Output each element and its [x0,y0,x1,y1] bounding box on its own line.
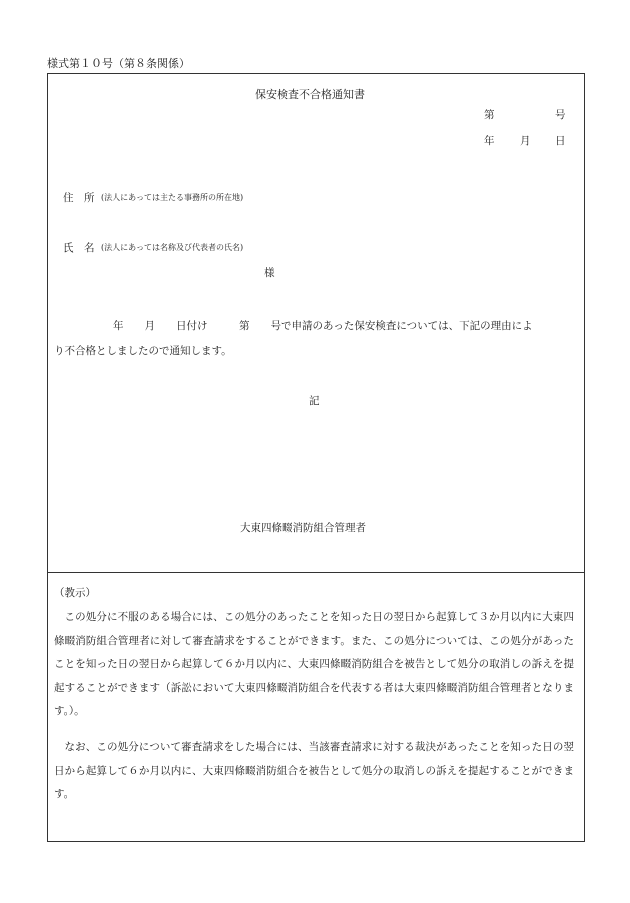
honorific: 様 [264,267,275,279]
instruction-paragraph-1: この処分に不服のある場合には、この処分のあったことを知った日の翌日から起算して３か月以内に大東四條畷消防組合管理者に対して審査請求をすることができます。また、この処分については、この処分があったことを知った日の翌日から起算して６か月以内に、大東四條畷消防組合を被告として処分の取消しの訴えを提起することができます（訴訟において大東四條畷消防組合を代表する者は大東四條畷消防組合管理者となります。）。 [54,611,574,717]
instruction-paragraph-2: なお、この処分について審査請求をした場合には、当該審査請求に対する裁決があったことを知った日の翌日から起算して６か月以内に、大東四條畷消防組合を被告として処分の取消しの訴えを提起することができます。 [54,741,574,800]
address-label: 住 所 [63,192,95,204]
form-label: 様式第１０号（第８条関係） [47,57,190,70]
doc-number-suffix: 号 [555,109,566,121]
body-text-line2: り不合格としましたので通知します。 [54,345,232,357]
name-note: (法人にあっては名称及び代表者の氏名) [101,243,244,252]
doc-number-prefix: 第 [484,109,495,121]
date-day: 日 [555,135,566,147]
body-text-line1: 年 月 日付け 第 号で申請のあった保安検査については、下記の理由によ [113,320,533,332]
instruction-heading: （教示） [54,587,96,599]
name-label: 氏 名 [63,242,95,254]
date-month: 月 [520,135,531,147]
document-title: 保安検査不合格通知書 [255,88,365,101]
address-note: (法人にあっては主たる事務所の所在地) [101,193,244,202]
issuer-name: 大東四條畷消防組合管理者 [240,522,366,534]
ki-heading: 記 [309,395,320,407]
date-year: 年 [484,135,495,147]
